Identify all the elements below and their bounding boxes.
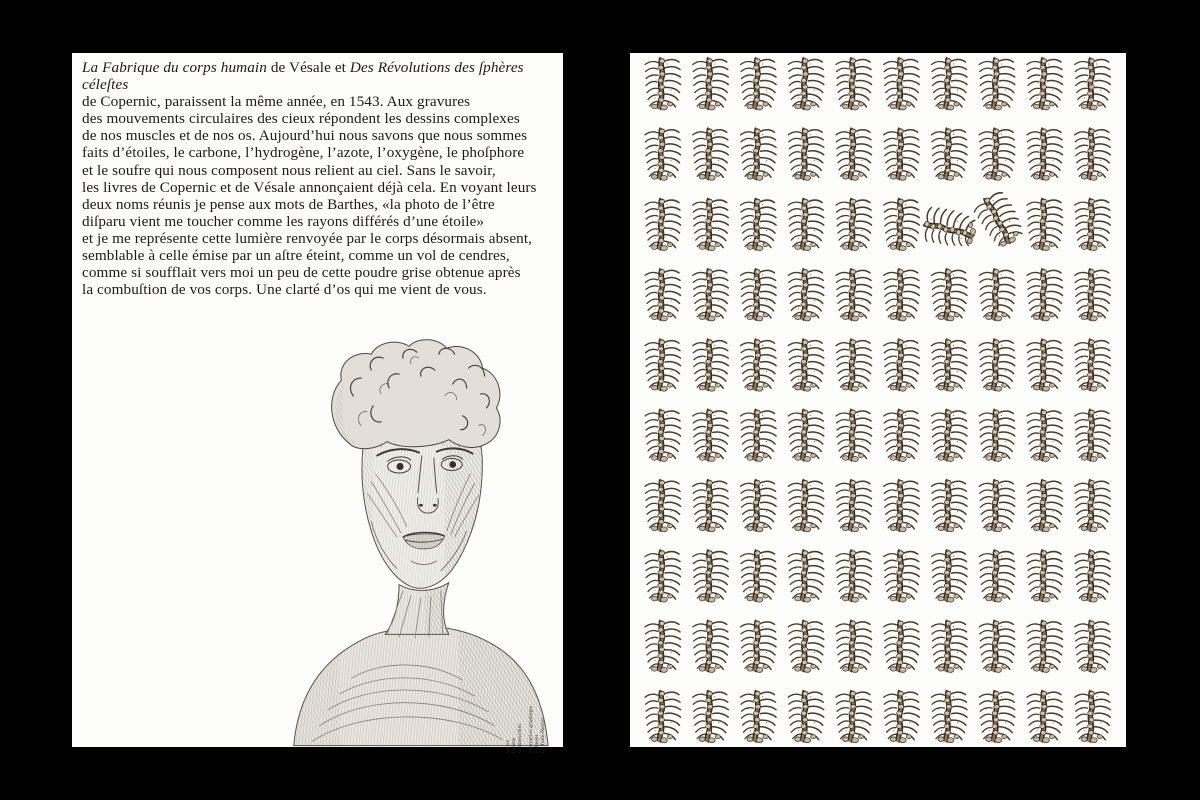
credit-text: Giannecchini [518,723,523,753]
spine-motif [932,691,968,743]
text-segment: comme si soufflait vers moi un peu de cette poudre grise obtenue après [82,264,521,282]
credits-rotated-block [506,679,548,753]
spine-motif [645,269,681,321]
spine-motif [645,128,681,180]
spine-motif [932,58,968,110]
spine-motif [788,410,824,462]
spine-motif [645,691,681,743]
spine-motif [645,339,681,391]
credit-text: Clément [535,734,540,753]
spine-motif [741,339,777,391]
spine-motif [1075,199,1111,251]
spine-motif [836,269,872,321]
spine-motif [979,480,1015,532]
spine-motif [884,128,920,180]
spine-motif [979,620,1015,672]
text-segment: les livres de Copernic et de Vésale annonçaient déjà cela. En voyant leurs [82,178,537,196]
spine-motif [932,128,968,180]
spine-motif [836,58,872,110]
spine-motif [979,128,1015,180]
spine-motif [1075,58,1111,110]
text-segment: la combuſtion de vos corps. Une clarté d’os qui me vient de vous. [82,281,487,299]
spine-grid [630,53,1126,747]
spine-motif [741,199,777,251]
spine-motif [741,480,777,532]
credit-text: Hélène [512,737,517,753]
spine-motif [1027,480,1063,532]
spine-motif [884,58,920,110]
spine-motif [979,58,1015,110]
spine-motif [836,620,872,672]
spine-motif [1027,410,1063,462]
spine-motif-fallen [971,189,1028,252]
spine-motif [932,410,968,462]
credit-text: conception graphique [529,705,534,753]
spine-motif [741,269,777,321]
spine-motif [884,550,920,602]
spine-motif [788,58,824,110]
spine-motif [645,550,681,602]
text-segment: et je me représente cette lumière renvoyée par le corps désormais absent, [82,229,533,247]
credit-line [529,679,547,753]
spine-motif [1027,691,1063,743]
spine-motif [693,339,729,391]
credit-text: Le Tulle-Neyret [541,717,546,753]
spine-motif [788,691,824,743]
spine-motif [693,691,729,743]
spine-motif [645,58,681,110]
spine-motif [979,410,1015,462]
spine-motif [836,199,872,251]
spine-motif [932,620,968,672]
spine-motif-fallen [921,205,979,251]
credit-text: textes [506,740,511,753]
spine-motif [1027,199,1063,251]
spine-motif [884,269,920,321]
spine-motif [1075,339,1111,391]
text-segment: et le soufre qui nous composent nous relient au ciel. Sans le savoir, [82,161,496,179]
spine-motif [884,410,920,462]
spine-motif [884,691,920,743]
spine-motif [1027,550,1063,602]
spine-motif [884,199,920,251]
text-segment: de Vésale et [266,59,350,76]
spine-motif [788,269,824,321]
spine-motif [693,480,729,532]
spine-motif [1027,339,1063,391]
text-segment: Des Révolutions des ſphères céleſtes [82,59,524,94]
spine-motif [741,620,777,672]
spine-motif [645,199,681,251]
spine-motif [645,480,681,532]
spine-motif [1075,480,1111,532]
text-segment: deux noms réunis je pense aux mots de Barthes, «la photo de l’être [82,195,495,213]
spine-motif [741,410,777,462]
spine-motif [836,480,872,532]
text-segment: de nos muscles et de nos os. Aujourd’hui nous savons que nous sommes [82,127,528,145]
spine-motif [693,128,729,180]
spine-motif [884,620,920,672]
spine-motif [979,550,1015,602]
body-text [82,59,558,298]
spine-motif [1027,58,1063,110]
text-segment: faits d’étoiles, le carbone, l’hydrogène, l’azote, l’oxygène, le phoſphore [82,144,525,162]
spine-motif [645,620,681,672]
spine-motif [693,58,729,110]
spine-motif [1027,620,1063,672]
spine-motif [741,128,777,180]
spine-motif [788,480,824,532]
credit-line [506,679,524,753]
bust-hair [332,340,500,449]
spine-motif [788,550,824,602]
spine-motif [979,269,1015,321]
spine-motif [884,480,920,532]
spine-motif [1075,128,1111,180]
spine-motif [932,550,968,602]
spine-motif [836,410,872,462]
text-segment: des mouvements circulaires des cieux répondent les dessins complexes [82,110,520,128]
right-page [630,53,1126,747]
spine-motif [932,339,968,391]
spine-motif [836,128,872,180]
spine-motif [741,691,777,743]
spine-motif [1075,691,1111,743]
text-segment: diſparu vient me toucher comme les rayons différés d’une étoile» [82,212,485,230]
text-segment: de Copernic, paraissent la même année, en 1543. Aux gravures [82,93,471,111]
spine-motif [1075,410,1111,462]
spine-motif [979,691,1015,743]
spine-motif [932,269,968,321]
spine-motif [741,58,777,110]
spine-motif [788,620,824,672]
spine-motif [788,339,824,391]
spine-motif [645,410,681,462]
text-segment: semblable à celle émise par un aſtre éteint, comme un vol de cendres, [82,247,510,265]
spine-motif [1075,620,1111,672]
spine-motif [788,128,824,180]
spine-motif [836,691,872,743]
spine-motif [1075,269,1111,321]
spine-motif [788,199,824,251]
spine-motif [741,550,777,602]
spine-motif [693,199,729,251]
text-segment: La Fabrique du corps humain [82,59,267,76]
spine-motif [979,339,1015,391]
spine-motif [1027,269,1063,321]
spine-motif [884,339,920,391]
spine-motif [693,269,729,321]
spine-motif [836,339,872,391]
spine-motif [693,550,729,602]
credits [506,679,548,753]
spine-motif [932,480,968,532]
spine-motif [1075,550,1111,602]
spine-motif [693,620,729,672]
spine-motif [1027,128,1063,180]
left-page [72,53,563,753]
spine-motif [693,410,729,462]
spine-motif [836,550,872,602]
